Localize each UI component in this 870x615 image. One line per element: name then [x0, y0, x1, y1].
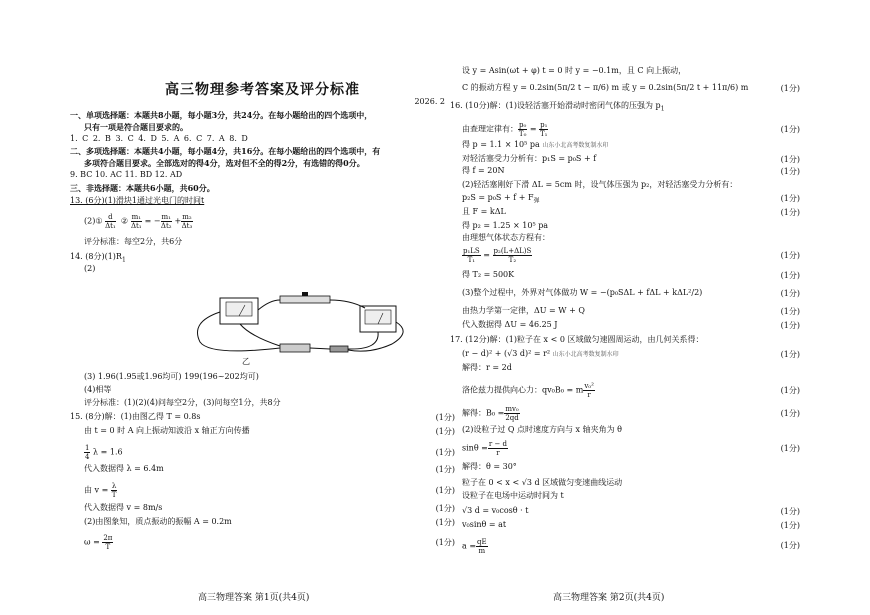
- q16-force-balance: 对轻活塞受力分析有：p₁S = p₀S + f: [462, 154, 597, 163]
- q15-lambda-over-t: $\frac{\lambda}{T}$: [111, 482, 117, 499]
- q16-p2-balance-text: p₂S = p₀S + f + F: [462, 193, 534, 202]
- q15-step6: 代入数据得 v = 8m/s: [84, 503, 163, 512]
- section-1-heading-cont: 只有一项是符合题目要求的。: [84, 122, 188, 132]
- q13-part1: [70, 196, 204, 206]
- q17-b0: [462, 405, 520, 422]
- q16-t2-result: 得 T₂ = 500K: [462, 270, 515, 279]
- q14-part3: (3) 1.96(1.95或1.96均可) 199(196~202均可): [84, 372, 259, 381]
- q13-fraction-m2: $\frac{\text{m₂}}{\text{Δt₃}}$: [181, 213, 193, 230]
- q17-y-motion: v₀sinθ = at: [462, 520, 507, 529]
- q15-step1: 15. (8分)解：(1)由图乙得 T = 0.8s: [70, 412, 201, 421]
- section-3-heading: 三、非选择题：本题共6小题，共60分。: [70, 183, 215, 193]
- q16-delta-u-points: (1分): [780, 321, 800, 330]
- q17-sin-points: (1分): [780, 444, 800, 453]
- q16-ideal-gas-eq: $\frac{\text{p₁LS}}{\text{T₁}}$ = $\frac{\text{p₂(L+ΔL)S}}{\text{T₂}}$: [463, 247, 532, 264]
- q15-step2-points: (1分): [435, 427, 455, 436]
- q16-delta-u: 代入数据得 ΔU = 46.25 J: [462, 320, 558, 329]
- q16-spring-points: (1分): [780, 208, 800, 217]
- q17-geometry: [462, 349, 619, 360]
- q15-step5: [84, 482, 117, 499]
- q16-spring-force: [462, 207, 506, 217]
- q17-geometry-text: (r − d)² + (√3 d)² = r²: [462, 349, 551, 358]
- q13-fraction-m1: $\frac{\text{m₁}}{\text{Δt₁}}$: [130, 213, 142, 230]
- q16-ideal-gas-points: (1分): [780, 251, 800, 260]
- q16-charles-text: 由查理定律有：: [462, 124, 518, 134]
- q16-p1-text: 得 p = 1.1 × 10⁵ pa: [462, 140, 540, 149]
- section-1-heading: 一、单项选择题：本题共8小题，每小题3分，共24分。在每小题给出的四个选项中，: [70, 110, 373, 120]
- q13-fraction-d-over-t: $\frac{d}{\text{Δt₁}}$: [105, 213, 116, 230]
- q15-step4: 代入数据得 λ = 6.4m: [84, 464, 164, 473]
- q17-sin-theta-text: sinθ =: [462, 443, 488, 453]
- q16-friction: 得 f = 20N: [462, 166, 505, 175]
- q17-accel-text: a =: [462, 541, 477, 551]
- q16-part1: 16. (10分)解：(1)设轻活塞开始滑动时密闭气体的压强为 $p_1$: [450, 101, 665, 113]
- page-2-column: [450, 0, 800, 615]
- q15-step5-text: 由 v =: [84, 485, 109, 495]
- footer-page-1: 高三物理答案 第1页(共4页): [198, 593, 310, 603]
- q16-p2-points: (1分): [780, 194, 800, 203]
- q15-step6-points: (1分): [435, 504, 455, 513]
- q16-p2-balance: $p_2S = p_0S + f + F_弹$: [462, 193, 540, 205]
- doc-title: 高三物理参考答案及评分标准: [165, 82, 360, 98]
- q16-first-law-points: (1分): [780, 307, 800, 316]
- q17-sin-theta: [462, 440, 508, 457]
- q15-sine-setup: 设 y = Asin(ωt + φ) t = 0 时 y = −0.1m，且 C 向上振动，: [462, 66, 687, 75]
- q17-accel-fraction: $\frac{qE}{m}$: [477, 538, 487, 555]
- q17-part2: (2)设粒子过 Q 点时速度方向与 x 轴夹角为 θ: [462, 425, 622, 434]
- q15-omega-fraction: $\frac{2\pi}{T}$: [103, 534, 113, 551]
- q17-time: 设粒子在电场中运动时间为 t: [462, 491, 564, 500]
- q16-first-law: 由热力学第一定律，ΔU = W + Q: [462, 306, 585, 315]
- footer-page-2: 高三物理答案 第2页(共4页): [553, 593, 665, 603]
- q13-part2-label-b: ②: [120, 216, 129, 226]
- q17-radius: 解得：r = 2d: [462, 363, 512, 372]
- q16-work: (3)整个过程中，外界对气体做功 W = −(p₀SΔL + fΔL + kΔL²/2): [462, 288, 703, 297]
- q15-step8-text: ω =: [84, 537, 100, 547]
- q16-charles-points: (1分): [780, 125, 800, 134]
- q16-charles-law: 由查理定律有： $\frac{\text{p₀}}{\text{T₀}}$ = $\frac{\text{p₁}}{\text{T₁}}$: [462, 121, 548, 138]
- q17-lorentz-text: 洛伦兹力提供向心力：qv₀B₀ = m: [462, 385, 584, 395]
- section-2-heading-cont: 多项符合题目要求。全部选对的得4分，选对但不全的得2分，有选错的得0分。: [84, 158, 365, 168]
- q16-p1-result: [462, 140, 608, 151]
- q14-scoring: 评分标准：(1)(2)(4)问每空2分，(3)问每空1分，共8分: [84, 398, 281, 407]
- q15-step2: 由 t = 0 时 A 向上振动知波沿 x 轴正方向传播: [84, 426, 250, 435]
- q17-part1: 17. (12分)解：(1)粒子在 x < 0 区域做匀速圆周运动，由几何关系得：: [450, 335, 704, 344]
- q17-lorentz-points: (1分): [780, 386, 800, 395]
- q17-x-points: (1分): [780, 507, 800, 516]
- section-2-answers: 9. BC 10. AC 11. BD 12. AD: [70, 170, 183, 179]
- q16-lhs-fraction: $\frac{\text{p₁LS}}{\text{T₁}}$: [463, 247, 480, 264]
- q16-rhs-fraction: $\frac{\text{p₂(L+ΔL)S}}{\text{T₂}}$: [493, 247, 532, 264]
- section-2-heading: 二、多项选择题：本题共4小题，每小题4分，共16分。在每小题给出的四个选项中，有: [70, 146, 381, 156]
- q14-part2: (2): [84, 264, 96, 273]
- q13-part2-label: (2)①: [84, 216, 103, 226]
- q17-motion: 粒子在 0 < x < √3 d 区域做匀变速曲线运动: [462, 478, 623, 487]
- q13-fraction-m1b: $\frac{\text{m₁}}{\text{Δt₂}}$: [160, 213, 172, 230]
- q17-b0-fraction: $\frac{\text{mv₀}}{2qd}$: [505, 405, 519, 422]
- circuit-diagram: [180, 292, 420, 364]
- q15-quarter-fraction: $\frac{1}{4}$: [85, 444, 90, 461]
- q16-p1-over-t1: $\frac{\text{p₁}}{\text{T₁}}$: [540, 121, 548, 138]
- q17-accel-points: (1分): [780, 541, 800, 550]
- q15-step7-points: (1分): [435, 518, 455, 527]
- q15-step5-points: (1分): [435, 486, 455, 495]
- q14-part1-text: 14. (8分)(1)R: [70, 252, 122, 261]
- q15-step1-points: (1分): [435, 413, 455, 422]
- section-1-answers: 1. C 2. B 3. C 4. D 5. A 6. C 7. A 8. D: [70, 134, 248, 143]
- q16-work-points: (1分): [780, 289, 800, 298]
- q15-step3-text: λ = 1.6: [93, 447, 123, 457]
- q16-part2: (2)轻活塞刚好下滑 ΔL = 5cm 时，设气体压强为 p₂，对轻活塞受力分析有：: [462, 180, 738, 189]
- q14-part1: 14. (8分)$(1)R_1$: [70, 252, 126, 264]
- q17-sin-fraction: $\frac{r - d}{r}$: [488, 440, 508, 457]
- q15-step7: (2)由图象知，质点振动的振幅 A = 0.2m: [84, 517, 232, 526]
- q17-y-points: (1分): [780, 521, 800, 530]
- figure-label: 乙: [242, 357, 250, 366]
- q17-b0-text: 解得：B₀ =: [462, 408, 505, 418]
- q17-geometry-points: (1分): [780, 350, 800, 359]
- q15-step3: [84, 444, 123, 461]
- q16-p0-over-t0: $\frac{\text{p₀}}{\text{T₀}}$: [518, 121, 527, 138]
- q16-force-points: (1分): [780, 155, 800, 164]
- q16-ideal-gas: 由理想气体状态方程有：: [462, 233, 550, 242]
- q13-scoring: 评分标准：每空2分，共6分: [84, 237, 183, 246]
- doc-date: 2026. 2: [414, 97, 445, 106]
- q15-step4-points: (1分): [435, 465, 455, 474]
- q15-step8: [84, 534, 113, 551]
- q17-lorentz: [462, 382, 595, 399]
- q17-x-motion: √3 d = v₀cosθ · t: [462, 506, 529, 515]
- q16-p2-result: 得 p₂ = 1.25 × 10⁵ pa: [462, 221, 549, 230]
- q16-spring-text: 且 F = kΔL: [462, 207, 506, 216]
- watermark-1: 山东小北高考数复制水印: [542, 142, 609, 149]
- q13-equals: =: [144, 216, 152, 226]
- q15-step3-points: (1分): [435, 448, 455, 457]
- q16-friction-points: (1分): [780, 167, 800, 176]
- watermark-2: 山东小北高考数复制水印: [552, 351, 619, 358]
- q16-t2-points: (1分): [780, 271, 800, 280]
- q17-accel: [462, 538, 488, 555]
- q17-theta: 解得：θ = 30°: [462, 462, 517, 471]
- q14-part4: (4)相等: [84, 385, 112, 394]
- q16-part1-text: 16. (10分)解：(1)设轻活塞开始滑动时密闭气体的压强为 p: [450, 101, 661, 110]
- q13-part1-text: 13. (6分)(1)滑块1通过光电门的时间t: [70, 196, 205, 205]
- q13-part2: (2)① $\frac{d}{\text{Δt₁}}$ ② $\frac{\text{m₁}}{\text{Δt₁}}$ = − $\frac{\text{m₁}}{\text{Δt₂}}$ + $\frac{\text{m₂}}{\text{Δt₃}}$: [84, 213, 193, 230]
- q17-b0-points: (1分): [780, 409, 800, 418]
- q15-vibration-equation: C 的振动方程 y = 0.2sin(5π/2 t − π/6) m 或 y = 0.2sin(5π/2 t + 11π/6) m: [462, 83, 749, 92]
- page-1-column: [70, 0, 455, 615]
- q15-step8-points: (1分): [435, 538, 455, 547]
- q17-v0sq-over-r: $\frac{\text{v₀²}}{r}$: [584, 382, 594, 399]
- q15-eq-points: (1分): [780, 84, 800, 93]
